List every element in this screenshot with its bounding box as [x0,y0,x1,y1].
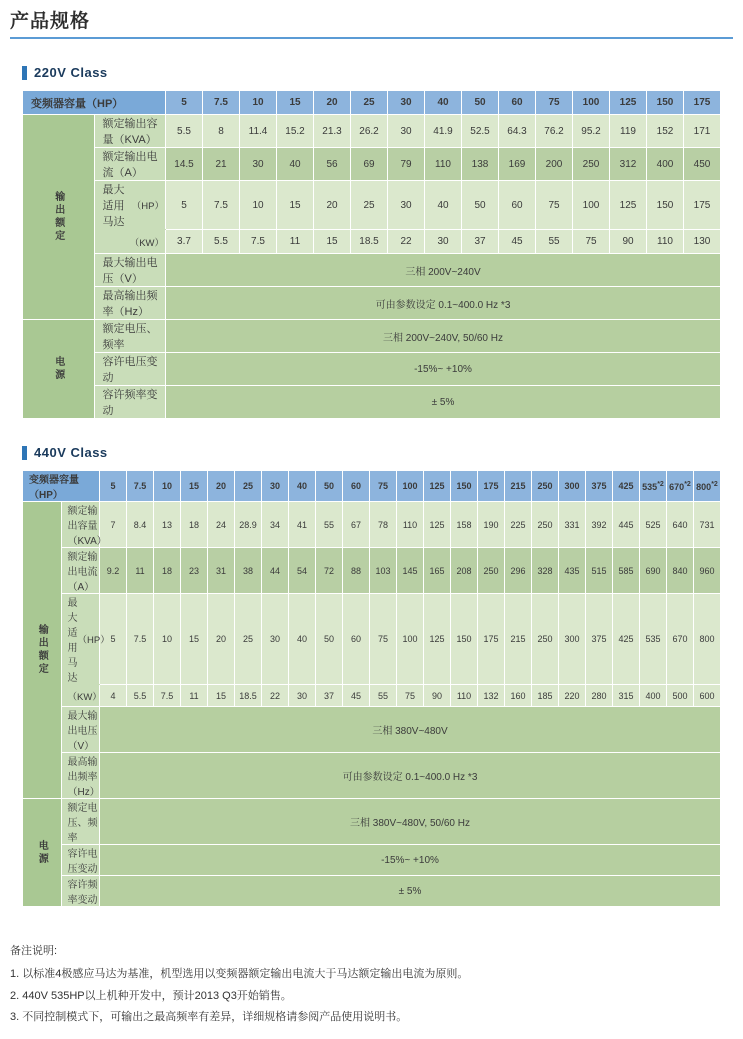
data-cell: 20 [208,594,235,685]
data-cell: 175 [684,181,721,230]
header-capacity-value: 75 [370,471,397,502]
data-cell: 14.5 [166,148,203,181]
data-cell: 18 [154,548,181,594]
merged-value-cell: 三相 380V~480V [100,707,721,753]
header-capacity-value: 175 [684,91,721,115]
data-cell: 88 [343,548,370,594]
data-cell: 25 [235,594,262,685]
data-cell: 3.7 [166,230,203,254]
row-label: 容许频率变动 [94,386,166,419]
table-row [23,254,721,287]
table-row [23,502,721,548]
data-cell: 445 [613,502,640,548]
data-cell: 37 [316,685,343,707]
data-cell: 11.4 [240,115,277,148]
group-label-power: 电源 [23,799,62,907]
group-label-power: 电源 [23,320,95,419]
data-cell: 138 [462,148,499,181]
data-cell: 40 [289,594,316,685]
data-cell: 4 [100,685,127,707]
data-cell: 11 [277,230,314,254]
data-cell: 5 [100,594,127,685]
table-row [23,181,721,230]
data-cell: 26.2 [351,115,388,148]
data-cell: 76.2 [536,115,573,148]
data-cell: 515 [586,548,613,594]
data-cell: 30 [240,148,277,181]
data-cell: 165 [424,548,451,594]
data-cell: 30 [425,230,462,254]
data-cell: 110 [425,148,462,181]
data-cell: 7.5 [203,181,240,230]
data-cell: 15 [314,230,351,254]
data-cell: 250 [573,148,610,181]
row-label: 额定输出电流（A） [94,148,166,181]
table-row [23,320,721,353]
data-cell: 22 [262,685,289,707]
data-cell: 152 [647,115,684,148]
data-cell: 535 [640,594,667,685]
data-cell: 78 [370,502,397,548]
data-cell: 250 [478,548,505,594]
data-cell: 400 [647,148,684,181]
row-label: 额定输出容量（KVA） [94,115,166,148]
merged-value-cell: 三相 200V~240V, 50/60 Hz [166,320,721,353]
header-capacity-value: 100 [397,471,424,502]
data-cell: 731 [694,502,721,548]
data-cell: 8.4 [127,502,154,548]
row-label: 最大适用马达 （HP） [94,181,166,230]
section-heading-label: 220V Class [34,65,108,80]
row-label: 额定电压、频率 [94,320,166,353]
row-label: 额定输出电流（A） [61,548,100,594]
data-cell: 7.5 [127,594,154,685]
data-cell: 18.5 [351,230,388,254]
data-cell: 225 [505,502,532,548]
data-cell: 5 [166,181,203,230]
data-cell: 37 [462,230,499,254]
data-cell: 280 [586,685,613,707]
header-capacity-value: 425 [613,471,640,502]
data-cell: 450 [684,148,721,181]
data-cell: 45 [499,230,536,254]
header-capacity-value: 175 [478,471,505,502]
table-row [23,753,721,799]
section-marker-icon [22,446,27,460]
data-cell: 110 [451,685,478,707]
merged-value-cell: -15%~ +10% [100,845,721,876]
data-cell: 800 [694,594,721,685]
data-cell: 40 [425,181,462,230]
row-label: 最大输出电压（V） [61,707,100,753]
header-capacity-value: 50 [462,91,499,115]
data-cell: 28.9 [235,502,262,548]
data-cell: 69 [351,148,388,181]
data-cell: 840 [667,548,694,594]
header-capacity-value: 50 [316,471,343,502]
data-cell: 95.2 [573,115,610,148]
data-cell: 55 [370,685,397,707]
data-cell: 296 [505,548,532,594]
header-capacity-value: 20 [314,91,351,115]
data-cell: 150 [647,181,684,230]
section-heading-label: 440V Class [34,445,108,460]
data-cell: 90 [610,230,647,254]
data-cell: 132 [478,685,505,707]
data-cell: 110 [397,502,424,548]
data-cell: 5.5 [203,230,240,254]
table-row [23,148,721,181]
data-cell: 125 [610,181,647,230]
section-heading-220v [22,65,743,80]
row-label: 最高输出频率（Hz） [61,753,100,799]
merged-value-cell: 可由参数设定 0.1~400.0 Hz *3 [100,753,721,799]
data-cell: 160 [505,685,532,707]
header-capacity-value: 60 [499,91,536,115]
merged-value-cell: 三相 380V~480V, 50/60 Hz [100,799,721,845]
data-cell: 100 [573,181,610,230]
specification-table [22,470,721,907]
header-capacity-value: 7.5 [203,91,240,115]
note-item: 1. 以标准4极感应马达为基准，机型选用以变频器额定输出电流大于马达额定输出电流为原则。 [10,968,469,981]
data-cell: 125 [424,502,451,548]
data-cell: 60 [343,594,370,685]
data-cell: 690 [640,548,667,594]
header-capacity-label: 变频器容量（HP） [23,471,100,502]
data-cell: 40 [277,148,314,181]
row-label: 容许电压变动 [61,845,100,876]
data-cell: 41.9 [425,115,462,148]
data-cell: 15.2 [277,115,314,148]
data-cell: 130 [684,230,721,254]
data-cell: 169 [499,148,536,181]
row-label: 容许频率变动 [61,876,100,907]
data-cell: 158 [451,502,478,548]
data-cell: 13 [154,502,181,548]
data-cell: 72 [316,548,343,594]
data-cell: 312 [610,148,647,181]
data-cell: 18 [181,502,208,548]
header-capacity-value: 15 [277,91,314,115]
data-cell: 375 [586,594,613,685]
table-row [23,685,721,707]
data-cell: 500 [667,685,694,707]
header-capacity-value: 5 [100,471,127,502]
data-cell: 30 [262,594,289,685]
header-capacity-value: 150 [451,471,478,502]
data-cell: 25 [351,181,388,230]
header-capacity-value: 75 [536,91,573,115]
data-cell: 110 [647,230,684,254]
header-capacity-value: 60 [343,471,370,502]
data-cell: 60 [499,181,536,230]
data-cell: 64.3 [499,115,536,148]
data-cell: 640 [667,502,694,548]
table-row [23,230,721,254]
data-cell: 24 [208,502,235,548]
table-header-row [23,91,721,115]
data-cell: 55 [316,502,343,548]
notes-title: 备注说明: [10,945,58,957]
data-cell: 55 [536,230,573,254]
header-capacity-value: 375 [586,471,613,502]
data-cell: 8 [203,115,240,148]
data-cell: 21.3 [314,115,351,148]
header-capacity-value: 125 [610,91,647,115]
table-row [23,386,721,419]
data-cell: 31 [208,548,235,594]
header-capacity-value: 20 [208,471,235,502]
group-label-output: 输出额定 [23,502,62,799]
data-cell: 15 [181,594,208,685]
data-cell: 21 [203,148,240,181]
data-cell: 175 [478,594,505,685]
header-capacity-value: 25 [235,471,262,502]
data-cell: 185 [532,685,559,707]
header-capacity-value: 800$^{*2}$ [694,471,721,502]
data-cell: 150 [451,594,478,685]
header-capacity-value: 670$^{*2}$ [667,471,694,502]
data-cell: 300 [559,594,586,685]
data-cell: 67 [343,502,370,548]
header-capacity-label: 变频器容量（HP） [23,91,166,115]
data-cell: 10 [240,181,277,230]
data-cell: 190 [478,502,505,548]
data-cell: 208 [451,548,478,594]
data-cell: 38 [235,548,262,594]
merged-value-cell: -15%~ +10% [166,353,721,386]
table-row [23,799,721,845]
data-cell: 600 [694,685,721,707]
header-capacity-value: 30 [262,471,289,502]
section-heading-440v [22,445,743,460]
header-capacity-value: 215 [505,471,532,502]
header-capacity-value: 125 [424,471,451,502]
header-capacity-value: 15 [181,471,208,502]
merged-value-cell: 可由参数设定 0.1~400.0 Hz *3 [166,287,721,320]
row-label: 最大输出电压（V） [94,254,166,287]
data-cell: 119 [610,115,647,148]
data-cell: 15 [277,181,314,230]
header-capacity-value: 25 [351,91,388,115]
specification-table [22,90,721,419]
data-cell: 15 [208,685,235,707]
data-cell: 75 [573,230,610,254]
header-capacity-value: 250 [532,471,559,502]
data-cell: 45 [343,685,370,707]
merged-value-cell: 三相 200V~240V [166,254,721,287]
data-cell: 220 [559,685,586,707]
header-capacity-value: 40 [289,471,316,502]
data-cell: 75 [370,594,397,685]
data-cell: 50 [462,181,499,230]
data-cell: 435 [559,548,586,594]
table-440v-mount [0,470,743,907]
data-cell: 41 [289,502,316,548]
table-row [23,876,721,907]
data-cell: 392 [586,502,613,548]
header-capacity-value: 10 [240,91,277,115]
group-label-output: 输出额定 [23,115,95,320]
row-label: 最大适用马达 （HP） [61,594,100,685]
data-cell: 103 [370,548,397,594]
data-cell: 7 [100,502,127,548]
data-cell: 9.2 [100,548,127,594]
page-title: 产品规格 [10,11,91,32]
data-cell: 525 [640,502,667,548]
header-capacity-value: 535$^{*2}$ [640,471,667,502]
row-label: 额定输出容量（KVA） [61,502,100,548]
row-label: 容许电压变动 [94,353,166,386]
data-cell: 75 [397,685,424,707]
table-220v-mount [0,90,743,419]
data-cell: 125 [424,594,451,685]
data-cell: 250 [532,594,559,685]
data-cell: 34 [262,502,289,548]
table-row [23,845,721,876]
data-cell: 18.5 [235,685,262,707]
notes-block [10,941,743,1029]
data-cell: 315 [613,685,640,707]
data-cell: 79 [388,148,425,181]
header-capacity-value: 10 [154,471,181,502]
data-cell: 585 [613,548,640,594]
data-cell: 56 [314,148,351,181]
data-cell: 30 [388,115,425,148]
data-cell: 22 [388,230,425,254]
data-cell: 200 [536,148,573,181]
data-cell: 52.5 [462,115,499,148]
data-cell: 75 [536,181,573,230]
table-row [23,115,721,148]
row-label: 额定电压、频率 [61,799,100,845]
merged-value-cell: ± 5% [100,876,721,907]
header-capacity-value: 7.5 [127,471,154,502]
data-cell: 250 [532,502,559,548]
data-cell: 11 [127,548,154,594]
data-cell: 30 [289,685,316,707]
table-row [23,353,721,386]
row-label: （KW） [94,230,166,254]
header-capacity-value: 300 [559,471,586,502]
data-cell: 215 [505,594,532,685]
data-cell: 23 [181,548,208,594]
data-cell: 100 [397,594,424,685]
table-row [23,287,721,320]
row-label: （KW） [61,685,100,707]
data-cell: 331 [559,502,586,548]
header-capacity-value: 30 [388,91,425,115]
data-cell: 90 [424,685,451,707]
data-cell: 20 [314,181,351,230]
data-cell: 145 [397,548,424,594]
data-cell: 30 [388,181,425,230]
table-row [23,707,721,753]
data-cell: 54 [289,548,316,594]
data-cell: 171 [684,115,721,148]
data-cell: 5.5 [166,115,203,148]
header-capacity-value: 5 [166,91,203,115]
data-cell: 328 [532,548,559,594]
table-row [23,594,721,685]
data-cell: 425 [613,594,640,685]
data-cell: 670 [667,594,694,685]
table-row [23,548,721,594]
title-divider [10,37,733,39]
note-item: 3. 不同控制模式下，可输出之最高频率有差异，详细规格请参阅产品使用说明书。 [10,1011,408,1024]
note-item: 2. 440V 535HP以上机种开发中，预计2013 Q3开始销售。 [10,989,292,1002]
data-cell: 960 [694,548,721,594]
data-cell: 10 [154,594,181,685]
data-cell: 400 [640,685,667,707]
section-marker-icon [22,66,27,80]
row-label: 最高输出频率（Hz） [94,287,166,320]
data-cell: 7.5 [154,685,181,707]
data-cell: 50 [316,594,343,685]
merged-value-cell: ± 5% [166,386,721,419]
data-cell: 5.5 [127,685,154,707]
table-header-row [23,471,721,502]
header-capacity-value: 100 [573,91,610,115]
data-cell: 11 [181,685,208,707]
data-cell: 7.5 [240,230,277,254]
header-capacity-value: 40 [425,91,462,115]
data-cell: 44 [262,548,289,594]
header-capacity-value: 150 [647,91,684,115]
